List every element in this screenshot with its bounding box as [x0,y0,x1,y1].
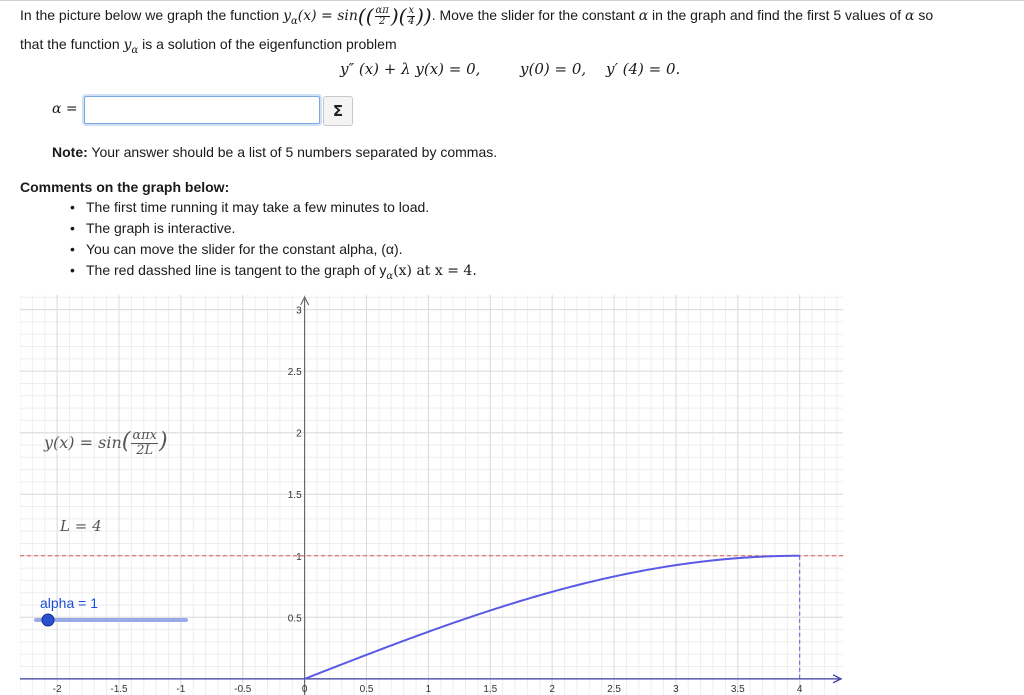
x-tick-label: 1.5 [483,683,498,695]
note: Note: Your answer should be a list of 5 numbers separated by commas. [52,144,498,160]
graph-L-label: L = 4 [60,517,102,535]
problem-text-2: . Move the slider for the constant [431,7,635,23]
problem-text-1: In the picture below we graph the function [20,7,280,23]
problem-text-6: is a solution of the eigenfunction problem [142,35,397,52]
y-tick-label: 3 [296,305,302,317]
x-tick-label: 0 [301,683,308,695]
x-tick-label: -0.5 [234,683,252,695]
y-tick-label: 2 [296,428,302,440]
y-tick-label: 2.5 [287,367,302,379]
alpha-symbol: α [638,8,649,24]
problem-text-4: so [918,7,934,23]
list-item: • The red dasshed line is tangent to the graph of $y_\alpha(x)$ at x = 4. [86,260,477,281]
x-tick-label: 0.5 [359,683,374,695]
y-alpha: $y_\alpha$ [123,36,139,56]
list-item: • The first time running it may take a few minutes to load. [86,197,477,218]
boundary-condition-1: y(0) = 0, [520,60,587,78]
x-tick-label: 3.5 [730,683,745,695]
x-tick-label: -1 [176,683,186,695]
comments-list [86,197,477,281]
y-tick-label: 1.5 [287,490,302,502]
problem-statement [20,4,1010,62]
x-tick-label: 4 [796,683,803,695]
graph-canvas[interactable] [20,295,843,695]
answer-label: α = [52,101,78,117]
interactive-graph[interactable] [20,295,843,695]
x-tick-label: 1 [425,683,432,695]
x-tick-label: 2 [549,683,555,695]
top-divider [0,0,1024,1]
x-tick-label: 3 [673,683,679,695]
x-tick-label: -1.5 [110,683,128,695]
graph-formula: y(x) = sin( $\frac{\text{απx}}{2L}$ ) [44,428,168,458]
sigma-symbol-button[interactable] [323,96,353,126]
alpha-answer-input[interactable] [84,96,320,124]
ode-equation: y″ (x) + λ y(x) = 0, [340,60,481,78]
x-tick-label: 2.5 [607,683,621,695]
y-tick-label: 0.5 [287,613,302,625]
sigma-icon: Σ [332,102,344,120]
comments-title: Comments on the graph below: [20,179,230,195]
alpha-symbol: α [904,8,915,24]
function-definition: $y_\alpha(x) = \sin$(( $\frac{\alpha\pi}{2}$ )( $\frac{x}{4}$ )) [283,4,432,28]
y-tick-label: 1 [296,551,302,563]
boundary-condition-2: y′ (4) = 0. [606,60,681,78]
x-tick-label: -2 [52,683,62,695]
problem-text-5: that the function [20,35,120,52]
list-item: • You can move the slider for the constant alpha, (α). [86,239,477,260]
alpha-slider-handle[interactable] [42,614,54,626]
alpha-slider-label: alpha = 1 [40,595,98,611]
list-item: • The graph is interactive. [86,218,477,239]
problem-text-3: in the graph and find the first 5 values of [652,7,902,23]
